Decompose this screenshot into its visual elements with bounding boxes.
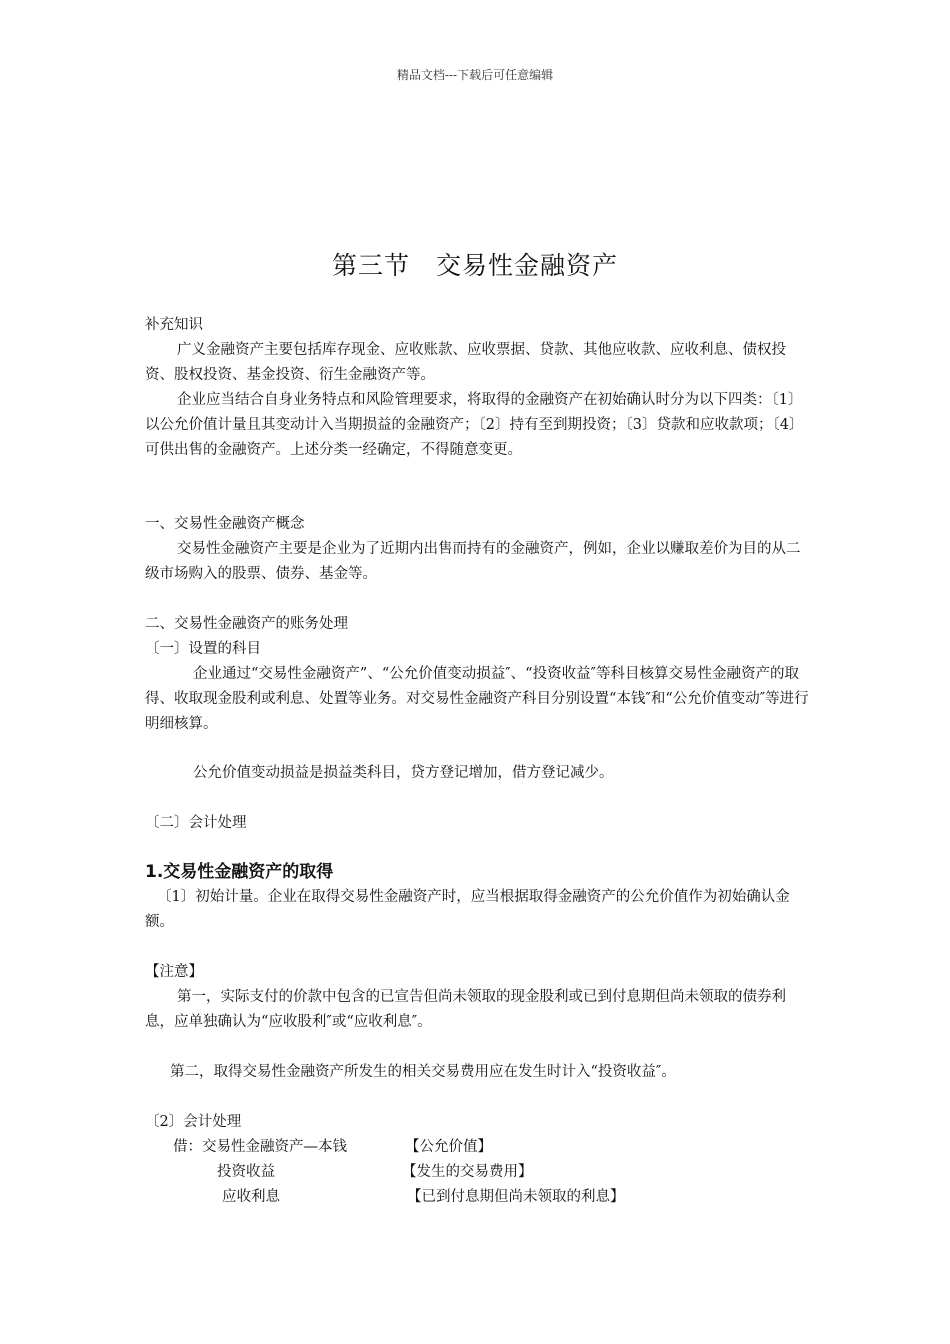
paragraph: 公允价值变动损益是损益类科目，贷方登记增加，借方登记减少。 <box>193 765 614 781</box>
note-label: 【注意】 <box>145 964 203 980</box>
section-heading: 补充知识 <box>145 317 203 333</box>
concept-section <box>145 512 810 587</box>
subsection-heading: 〔一〕设置的科目 <box>145 641 261 657</box>
paragraph: 第二，取得交易性金融资产所发生的相关交易费用应在发生时计入“投资收益″。 <box>170 1064 676 1080</box>
accounting-section <box>145 612 810 737</box>
paragraph: 企业通过“交易性金融资产”、“公允价值变动损益″、“投资收益″等科目核算交易性金融资产的取得、收取现金股利或利息、处置等业务。对交易性金融资产科目分别设置“本钱″和“公允价值变动″等进行明细核算。 <box>145 666 809 732</box>
acquisition-section <box>145 860 810 935</box>
paragraph: 交易性金融资产主要是企业为了近期内出售而持有的金融资产，例如，企业以赚取差价为目的从二级市场购入的股票、债券、基金等。 <box>145 541 801 582</box>
paragraph: 广义金融资产主要包括库存现金、应收账款、应收票据、贷款、其他应收款、应收利息、债权投资、股权投资、基金投资、衍生金融资产等。 <box>145 342 786 383</box>
page-header: 精品文档---下载后可任意编辑 <box>396 68 554 82</box>
note-section <box>145 960 810 1035</box>
section-heading: 二、交易性金融资产的账务处理 <box>145 616 348 632</box>
entry-account: 应收利息 <box>222 1189 280 1205</box>
entry-account: 投资收益 <box>217 1164 275 1180</box>
paragraph: 〔1〕初始计量。企业在取得交易性金融资产时，应当根据取得金融资产的公允价值作为初始确认金额。 <box>145 889 790 930</box>
section-heading: 1.交易性金融资产的取得 <box>145 862 334 882</box>
section-heading: 一、交易性金融资产概念 <box>145 516 305 532</box>
entry-section <box>145 1110 810 1135</box>
paragraph: 企业应当结合自身业务特点和风险管理要求，将取得的金融资产在初始确认时分为以下四类：〔1〕以公允价值计量且其变动计入当期损益的金融资产；〔2〕持有至到期投资；〔3〕贷款和应收款项；〔4〕可供出售的金融资产。上述分类一经确定，不得随意变更。 <box>145 392 804 458</box>
note-block <box>145 1060 810 1085</box>
supplementary-section <box>145 313 810 463</box>
entry-account: 借：交易性金融资产—本钱 <box>173 1139 347 1155</box>
paragraph: 第一，实际支付的价款中包含的已宣告但尚未领取的现金股利或已到付息期但尚未领取的债券利息，应单独确认为“应收股利″或“应收利息″。 <box>145 989 786 1030</box>
entry-note: 【发生的交易费用】 <box>402 1164 533 1180</box>
entry-note: 【已到付息期但尚未领取的利息】 <box>407 1189 625 1205</box>
subsection-block <box>145 811 810 836</box>
page-title: 第三节 交易性金融资产 <box>331 251 618 280</box>
subsection-heading: 〔2〕会计处理 <box>145 1114 242 1130</box>
paragraph-block <box>145 761 810 786</box>
subsection-heading: 〔二〕会计处理 <box>145 815 247 831</box>
entry-note: 【公允价值】 <box>405 1139 492 1155</box>
